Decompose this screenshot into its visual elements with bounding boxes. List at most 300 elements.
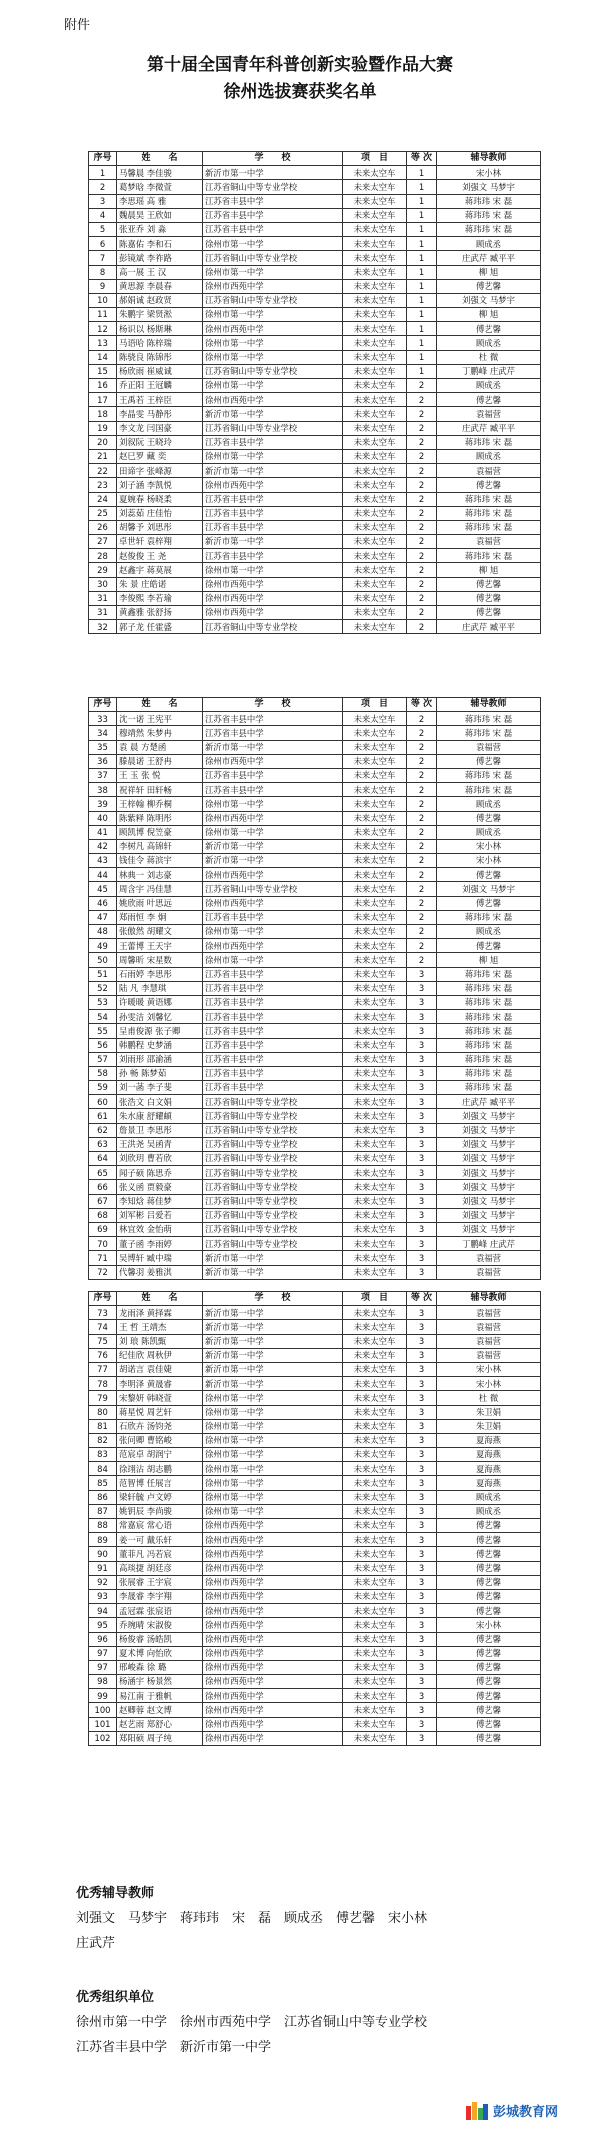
cell-names: 王蕾博 王天宇 bbox=[117, 939, 203, 953]
cell-teacher: 袁福营 bbox=[437, 1251, 541, 1265]
cell-project: 未来太空车 bbox=[343, 449, 407, 463]
cell-school: 新沂市第一中学 bbox=[203, 407, 343, 421]
cell-teacher: 蒋玮玮 宋 磊 bbox=[437, 1081, 541, 1095]
cell-rank: 3 bbox=[407, 1589, 437, 1603]
cell-rank: 1 bbox=[407, 265, 437, 279]
cell-rank: 1 bbox=[407, 279, 437, 293]
table-row bbox=[89, 1462, 541, 1476]
cell-names: 闻子硕 陈思乔 bbox=[117, 1166, 203, 1180]
cell-teacher: 顾成丞 bbox=[437, 449, 541, 463]
cell-names: 刘军彬 吕爱若 bbox=[117, 1208, 203, 1222]
cell-teacher: 刘强文 马梦宇 bbox=[437, 293, 541, 307]
table-row bbox=[89, 1547, 541, 1561]
cell-rank: 2 bbox=[407, 740, 437, 754]
cell-teacher: 顾成丞 bbox=[437, 1490, 541, 1504]
cell-school: 徐州市第一中学 bbox=[203, 1490, 343, 1504]
cell-names: 朱鹏宇 梁贤淞 bbox=[117, 308, 203, 322]
cell-project: 未来太空车 bbox=[343, 1476, 407, 1490]
cell-teacher: 傅艺馨 bbox=[437, 1689, 541, 1703]
cell-names: 郝娟诚 赵政贤 bbox=[117, 293, 203, 307]
table-row bbox=[89, 1137, 541, 1151]
table-row bbox=[89, 783, 541, 797]
table-row bbox=[89, 1095, 541, 1109]
cell-project: 未来太空车 bbox=[343, 1589, 407, 1603]
cell-rank: 3 bbox=[407, 1334, 437, 1348]
cell-rank: 2 bbox=[407, 620, 437, 634]
cell-teacher: 傅艺馨 bbox=[437, 1731, 541, 1745]
cell-names: 张浩文 白文娟 bbox=[117, 1095, 203, 1109]
cell-teacher: 蒋玮玮 宋 磊 bbox=[437, 726, 541, 740]
cell-names: 林宜效 金怡萌 bbox=[117, 1222, 203, 1236]
cell-rank: 2 bbox=[407, 896, 437, 910]
cell-school: 徐州市第一中学 bbox=[203, 336, 343, 350]
cell-teacher: 蒋玮玮 宋 磊 bbox=[437, 981, 541, 995]
table-row bbox=[89, 393, 541, 407]
table-row bbox=[89, 925, 541, 939]
cell-rank: 2 bbox=[407, 535, 437, 549]
cell-rank: 3 bbox=[407, 1222, 437, 1236]
table-row bbox=[89, 251, 541, 265]
cell-no: 74 bbox=[89, 1320, 117, 1334]
cell-project: 未来太空车 bbox=[343, 1081, 407, 1095]
cell-teacher: 蒋玮玮 宋 磊 bbox=[437, 995, 541, 1009]
cell-no: 96 bbox=[89, 1632, 117, 1646]
cell-names: 李明泽 黄晟睿 bbox=[117, 1377, 203, 1391]
cell-project: 未来太空车 bbox=[343, 393, 407, 407]
cell-project: 未来太空车 bbox=[343, 1180, 407, 1194]
cell-school: 江苏省铜山中等专业学校 bbox=[203, 620, 343, 634]
table-row bbox=[89, 166, 541, 180]
cell-names: 许暖暖 黄语娜 bbox=[117, 995, 203, 1009]
cell-rank: 1 bbox=[407, 166, 437, 180]
cell-rank: 3 bbox=[407, 1024, 437, 1038]
cell-teacher: 蒋玮玮 宋 磊 bbox=[437, 712, 541, 726]
excellent-teachers-heading: 优秀辅导教师 bbox=[76, 1886, 155, 1901]
cell-project: 未来太空车 bbox=[343, 1152, 407, 1166]
cell-no: 2 bbox=[89, 180, 117, 194]
cell-school: 徐州市西苑中学 bbox=[203, 1547, 343, 1561]
cell-rank: 3 bbox=[407, 1194, 437, 1208]
cell-rank: 3 bbox=[407, 1306, 437, 1320]
cell-no: 56 bbox=[89, 1038, 117, 1052]
cell-rank: 3 bbox=[407, 1123, 437, 1137]
cell-school: 江苏省丰县中学 bbox=[203, 1024, 343, 1038]
cell-rank: 2 bbox=[407, 910, 437, 924]
cell-names: 马语哈 陈梓瑞 bbox=[117, 336, 203, 350]
cell-rank: 3 bbox=[407, 1180, 437, 1194]
cell-school: 江苏省丰县中学 bbox=[203, 549, 343, 563]
cell-project: 未来太空车 bbox=[343, 1166, 407, 1180]
cell-project: 未来太空车 bbox=[343, 1561, 407, 1575]
cell-rank: 3 bbox=[407, 1547, 437, 1561]
cell-names: 钱佳令 蒋滨宇 bbox=[117, 854, 203, 868]
cell-no: 97 bbox=[89, 1660, 117, 1674]
table-row bbox=[89, 839, 541, 853]
book-spine-1 bbox=[466, 2106, 471, 2120]
cell-school: 江苏省丰县中学 bbox=[203, 194, 343, 208]
header-no: 序号 bbox=[89, 152, 117, 166]
cell-project: 未来太空车 bbox=[343, 882, 407, 896]
table-row bbox=[89, 606, 541, 620]
cell-no: 97 bbox=[89, 1646, 117, 1660]
table-row bbox=[89, 896, 541, 910]
table-row bbox=[89, 1604, 541, 1618]
cell-rank: 2 bbox=[407, 591, 437, 605]
cell-teacher: 傅艺馨 bbox=[437, 754, 541, 768]
cell-no: 14 bbox=[89, 350, 117, 364]
cell-teacher: 傅艺馨 bbox=[437, 1533, 541, 1547]
cell-no: 57 bbox=[89, 1052, 117, 1066]
cell-teacher: 刘强文 马梦宇 bbox=[437, 1166, 541, 1180]
cell-school: 新沂市第一中学 bbox=[203, 854, 343, 868]
cell-names: 李晟睿 李宇翔 bbox=[117, 1589, 203, 1603]
cell-teacher: 宋小林 bbox=[437, 166, 541, 180]
table-row bbox=[89, 939, 541, 953]
cell-no: 78 bbox=[89, 1377, 117, 1391]
cell-teacher: 蒋玮玮 宋 磊 bbox=[437, 520, 541, 534]
cell-names: 蒋星悦 周艺轩 bbox=[117, 1405, 203, 1419]
cell-no: 21 bbox=[89, 449, 117, 463]
cell-names: 夏婉春 杨晓柔 bbox=[117, 492, 203, 506]
cell-teacher: 夏海燕 bbox=[437, 1476, 541, 1490]
table-row bbox=[89, 194, 541, 208]
table-row bbox=[89, 1348, 541, 1362]
cell-names: 王禹若 王梓臣 bbox=[117, 393, 203, 407]
cell-no: 49 bbox=[89, 939, 117, 953]
header-name: 姓 名 bbox=[117, 1292, 203, 1306]
cell-school: 江苏省铜山中等专业学校 bbox=[203, 180, 343, 194]
cell-school: 徐州市第一中学 bbox=[203, 1476, 343, 1490]
cell-school: 新沂市第一中学 bbox=[203, 1362, 343, 1376]
cell-project: 未来太空车 bbox=[343, 606, 407, 620]
table-row bbox=[89, 1265, 541, 1279]
cell-teacher: 蒋玮玮 宋 磊 bbox=[437, 492, 541, 506]
cell-school: 江苏省铜山中等专业学校 bbox=[203, 1208, 343, 1222]
cell-project: 未来太空车 bbox=[343, 293, 407, 307]
cell-teacher: 柳 旭 bbox=[437, 563, 541, 577]
cell-rank: 3 bbox=[407, 1010, 437, 1024]
cell-teacher: 蒋玮玮 宋 磊 bbox=[437, 1024, 541, 1038]
cell-school: 江苏省铜山中等专业学校 bbox=[203, 1237, 343, 1251]
table-row bbox=[89, 825, 541, 839]
cell-school: 江苏省丰县中学 bbox=[203, 910, 343, 924]
cell-teacher: 袁福营 bbox=[437, 535, 541, 549]
excellent-teachers-line-1: 刘强文 马梦宇 蒋玮玮 宋 磊 顾成丞 傅艺馨 宋小林 bbox=[76, 1911, 428, 1926]
cell-no: 54 bbox=[89, 1010, 117, 1024]
cell-no: 28 bbox=[89, 549, 117, 563]
cell-project: 未来太空车 bbox=[343, 506, 407, 520]
cell-teacher: 蒋玮玮 宋 磊 bbox=[437, 1066, 541, 1080]
excellent-units-line-2: 江苏省丰县中学 新沂市第一中学 bbox=[76, 2040, 272, 2055]
table-row bbox=[89, 1419, 541, 1433]
cell-school: 江苏省丰县中学 bbox=[203, 1010, 343, 1024]
cell-school: 徐州市西苑中学 bbox=[203, 478, 343, 492]
cell-no: 31 bbox=[89, 606, 117, 620]
table-row bbox=[89, 1731, 541, 1745]
cell-school: 江苏省铜山中等专业学校 bbox=[203, 1166, 343, 1180]
cell-names: 黄鑫雅 张舒扬 bbox=[117, 606, 203, 620]
cell-no: 25 bbox=[89, 506, 117, 520]
cell-teacher: 傅艺馨 bbox=[437, 868, 541, 882]
cell-rank: 3 bbox=[407, 1448, 437, 1462]
table-row bbox=[89, 591, 541, 605]
cell-teacher: 朱卫娟 bbox=[437, 1405, 541, 1419]
cell-rank: 3 bbox=[407, 995, 437, 1009]
cell-rank: 3 bbox=[407, 1109, 437, 1123]
cell-teacher: 袁福营 bbox=[437, 407, 541, 421]
cell-names: 袁 晨 方楚函 bbox=[117, 740, 203, 754]
header-project: 项 目 bbox=[343, 1292, 407, 1306]
cell-school: 徐州市第一中学 bbox=[203, 379, 343, 393]
cell-names: 夏术博 向怡欣 bbox=[117, 1646, 203, 1660]
cell-rank: 2 bbox=[407, 783, 437, 797]
table-row bbox=[89, 1703, 541, 1717]
cell-school: 徐州市西苑中学 bbox=[203, 896, 343, 910]
cell-school: 徐州市第一中学 bbox=[203, 1419, 343, 1433]
cell-rank: 1 bbox=[407, 237, 437, 251]
cell-teacher: 蒋玮玮 宋 磊 bbox=[437, 967, 541, 981]
cell-no: 79 bbox=[89, 1391, 117, 1405]
cell-school: 徐州市西苑中学 bbox=[203, 1561, 343, 1575]
cell-rank: 3 bbox=[407, 1265, 437, 1279]
cell-rank: 3 bbox=[407, 1251, 437, 1265]
header-project: 项 目 bbox=[343, 152, 407, 166]
cell-school: 江苏省铜山中等专业学校 bbox=[203, 1152, 343, 1166]
cell-names: 葛梦晗 李微萱 bbox=[117, 180, 203, 194]
cell-names: 姚钥辰 李尚骏 bbox=[117, 1504, 203, 1518]
cell-teacher: 蒋玮玮 宋 磊 bbox=[437, 208, 541, 222]
cell-school: 江苏省丰县中学 bbox=[203, 995, 343, 1009]
cell-project: 未来太空车 bbox=[343, 336, 407, 350]
cell-project: 未来太空车 bbox=[343, 251, 407, 265]
cell-teacher: 傅艺馨 bbox=[437, 606, 541, 620]
cell-teacher: 宋小林 bbox=[437, 839, 541, 853]
cell-rank: 2 bbox=[407, 854, 437, 868]
cell-names: 易江南 于雅帆 bbox=[117, 1689, 203, 1703]
cell-school: 江苏省铜山中等专业学校 bbox=[203, 251, 343, 265]
cell-rank: 2 bbox=[407, 506, 437, 520]
table-row bbox=[89, 1476, 541, 1490]
cell-teacher: 傅艺馨 bbox=[437, 279, 541, 293]
cell-no: 102 bbox=[89, 1731, 117, 1745]
cell-no: 59 bbox=[89, 1081, 117, 1095]
table-row bbox=[89, 1433, 541, 1447]
attachment-label: 附件 bbox=[64, 18, 91, 33]
cell-no: 52 bbox=[89, 981, 117, 995]
cell-names: 赵鑫宇 蒋莫展 bbox=[117, 563, 203, 577]
cell-no: 43 bbox=[89, 854, 117, 868]
cell-project: 未来太空车 bbox=[343, 1632, 407, 1646]
table-row bbox=[89, 1237, 541, 1251]
cell-school: 徐州市第一中学 bbox=[203, 1433, 343, 1447]
cell-school: 徐州市第一中学 bbox=[203, 265, 343, 279]
cell-rank: 2 bbox=[407, 811, 437, 825]
cell-rank: 2 bbox=[407, 868, 437, 882]
cell-names: 石欣卉 汤钧尧 bbox=[117, 1419, 203, 1433]
cell-no: 93 bbox=[89, 1589, 117, 1603]
cell-teacher: 宋小林 bbox=[437, 1377, 541, 1391]
cell-names: 李文龙 闫国豪 bbox=[117, 421, 203, 435]
cell-no: 64 bbox=[89, 1152, 117, 1166]
cell-names: 李思瑶 高 雅 bbox=[117, 194, 203, 208]
cell-no: 16 bbox=[89, 379, 117, 393]
cell-teacher: 杜 微 bbox=[437, 350, 541, 364]
award-table-page-3 bbox=[88, 1291, 541, 1746]
cell-rank: 1 bbox=[407, 364, 437, 378]
table-row bbox=[89, 237, 541, 251]
table-row bbox=[89, 811, 541, 825]
cell-names: 黄思源 李晨春 bbox=[117, 279, 203, 293]
header-no: 序号 bbox=[89, 698, 117, 712]
cell-no: 84 bbox=[89, 1462, 117, 1476]
cell-rank: 3 bbox=[407, 967, 437, 981]
cell-no: 23 bbox=[89, 478, 117, 492]
cell-project: 未来太空车 bbox=[343, 712, 407, 726]
table-row bbox=[89, 1024, 541, 1038]
cell-teacher: 宋小林 bbox=[437, 1618, 541, 1632]
cell-school: 徐州市西苑中学 bbox=[203, 1519, 343, 1533]
cell-no: 83 bbox=[89, 1448, 117, 1462]
cell-no: 40 bbox=[89, 811, 117, 825]
cell-no: 19 bbox=[89, 421, 117, 435]
cell-rank: 2 bbox=[407, 478, 437, 492]
cell-no: 9 bbox=[89, 279, 117, 293]
cell-rank: 3 bbox=[407, 981, 437, 995]
cell-names: 田谛字 张峰源 bbox=[117, 464, 203, 478]
table-row bbox=[89, 1561, 541, 1575]
cell-names: 徐翊沾 胡志鹏 bbox=[117, 1462, 203, 1476]
cell-project: 未来太空车 bbox=[343, 208, 407, 222]
cell-no: 58 bbox=[89, 1066, 117, 1080]
cell-no: 44 bbox=[89, 868, 117, 882]
cell-teacher: 蒋玮玮 宋 磊 bbox=[437, 222, 541, 236]
cell-names: 郑雨恒 李 炯 bbox=[117, 910, 203, 924]
table-row bbox=[89, 379, 541, 393]
cell-names: 张问卿 曹铭峻 bbox=[117, 1433, 203, 1447]
cell-teacher: 袁福营 bbox=[437, 1320, 541, 1334]
cell-teacher: 傅艺馨 bbox=[437, 1660, 541, 1674]
cell-names: 高一展 王 汉 bbox=[117, 265, 203, 279]
cell-rank: 1 bbox=[407, 194, 437, 208]
cell-project: 未来太空车 bbox=[343, 322, 407, 336]
cell-project: 未来太空车 bbox=[343, 492, 407, 506]
cell-project: 未来太空车 bbox=[343, 237, 407, 251]
table-row bbox=[89, 577, 541, 591]
cell-no: 82 bbox=[89, 1433, 117, 1447]
cell-project: 未来太空车 bbox=[343, 435, 407, 449]
cell-teacher: 丁鹏峰 庄武芹 bbox=[437, 1237, 541, 1251]
cell-names: 王梓翰 柳乔桐 bbox=[117, 797, 203, 811]
cell-no: 20 bbox=[89, 435, 117, 449]
cell-names: 呈甫俊源 张子卿 bbox=[117, 1024, 203, 1038]
table-row bbox=[89, 740, 541, 754]
cell-project: 未来太空车 bbox=[343, 478, 407, 492]
cell-rank: 2 bbox=[407, 839, 437, 853]
cell-no: 71 bbox=[89, 1251, 117, 1265]
cell-names: 代馨羽 姜雅淇 bbox=[117, 1265, 203, 1279]
cell-no: 5 bbox=[89, 222, 117, 236]
cell-rank: 3 bbox=[407, 1618, 437, 1632]
cell-no: 1 bbox=[89, 166, 117, 180]
cell-teacher: 傅艺馨 bbox=[437, 322, 541, 336]
cell-project: 未来太空车 bbox=[343, 1377, 407, 1391]
cell-project: 未来太空车 bbox=[343, 825, 407, 839]
cell-no: 80 bbox=[89, 1405, 117, 1419]
cell-names: 赵卿蓉 赵文博 bbox=[117, 1703, 203, 1717]
cell-project: 未来太空车 bbox=[343, 1646, 407, 1660]
table-row bbox=[89, 336, 541, 350]
cell-project: 未来太空车 bbox=[343, 1334, 407, 1348]
table-row bbox=[89, 563, 541, 577]
table-row bbox=[89, 1391, 541, 1405]
cell-teacher: 刘强文 马梦宇 bbox=[437, 1222, 541, 1236]
cell-names: 杨涵宇 杨景然 bbox=[117, 1675, 203, 1689]
table-row bbox=[89, 1519, 541, 1533]
cell-school: 徐州市第一中学 bbox=[203, 797, 343, 811]
cell-school: 新沂市第一中学 bbox=[203, 1334, 343, 1348]
cell-rank: 1 bbox=[407, 350, 437, 364]
cell-teacher: 傅艺馨 bbox=[437, 577, 541, 591]
cell-names: 朱水康 舒耀頔 bbox=[117, 1109, 203, 1123]
excellent-units-list bbox=[76, 2010, 576, 2060]
cell-no: 81 bbox=[89, 1419, 117, 1433]
table-row bbox=[89, 768, 541, 782]
cell-teacher: 傅艺馨 bbox=[437, 939, 541, 953]
cell-no: 12 bbox=[89, 322, 117, 336]
cell-school: 徐州市西苑中学 bbox=[203, 1632, 343, 1646]
cell-project: 未来太空车 bbox=[343, 1717, 407, 1731]
cell-project: 未来太空车 bbox=[343, 1391, 407, 1405]
cell-project: 未来太空车 bbox=[343, 1547, 407, 1561]
table-row bbox=[89, 449, 541, 463]
cell-no: 55 bbox=[89, 1024, 117, 1038]
cell-rank: 2 bbox=[407, 712, 437, 726]
cell-names: 詹景卫 李思彤 bbox=[117, 1123, 203, 1137]
cell-rank: 3 bbox=[407, 1533, 437, 1547]
cell-names: 孟冠霖 张宸语 bbox=[117, 1604, 203, 1618]
header-school: 学 校 bbox=[203, 698, 343, 712]
header-rank: 等 次 bbox=[407, 698, 437, 712]
cell-rank: 3 bbox=[407, 1391, 437, 1405]
cell-project: 未来太空车 bbox=[343, 364, 407, 378]
table-row bbox=[89, 1660, 541, 1674]
cell-teacher: 傅艺馨 bbox=[437, 1675, 541, 1689]
cell-school: 新沂市第一中学 bbox=[203, 1320, 343, 1334]
cell-school: 徐州市西苑中学 bbox=[203, 939, 343, 953]
cell-teacher: 刘强文 马梦宇 bbox=[437, 1109, 541, 1123]
cell-names: 刘雨形 邵渝涵 bbox=[117, 1052, 203, 1066]
cell-teacher: 袁福营 bbox=[437, 1348, 541, 1362]
cell-no: 15 bbox=[89, 364, 117, 378]
cell-teacher: 傅艺馨 bbox=[437, 1575, 541, 1589]
cell-school: 江苏省丰县中学 bbox=[203, 208, 343, 222]
cell-names: 顾凯博 倪笠豪 bbox=[117, 825, 203, 839]
cell-school: 新沂市第一中学 bbox=[203, 1306, 343, 1320]
table-row bbox=[89, 1689, 541, 1703]
cell-school: 新沂市第一中学 bbox=[203, 1377, 343, 1391]
cell-no: 46 bbox=[89, 896, 117, 910]
table-row bbox=[89, 1052, 541, 1066]
cell-names: 王 玉 张 悦 bbox=[117, 768, 203, 782]
cell-project: 未来太空车 bbox=[343, 1222, 407, 1236]
cell-project: 未来太空车 bbox=[343, 967, 407, 981]
table-row bbox=[89, 1010, 541, 1024]
cell-project: 未来太空车 bbox=[343, 577, 407, 591]
cell-school: 徐州市第一中学 bbox=[203, 1405, 343, 1419]
cell-school: 徐州市第一中学 bbox=[203, 925, 343, 939]
cell-rank: 2 bbox=[407, 768, 437, 782]
table-row bbox=[89, 726, 541, 740]
